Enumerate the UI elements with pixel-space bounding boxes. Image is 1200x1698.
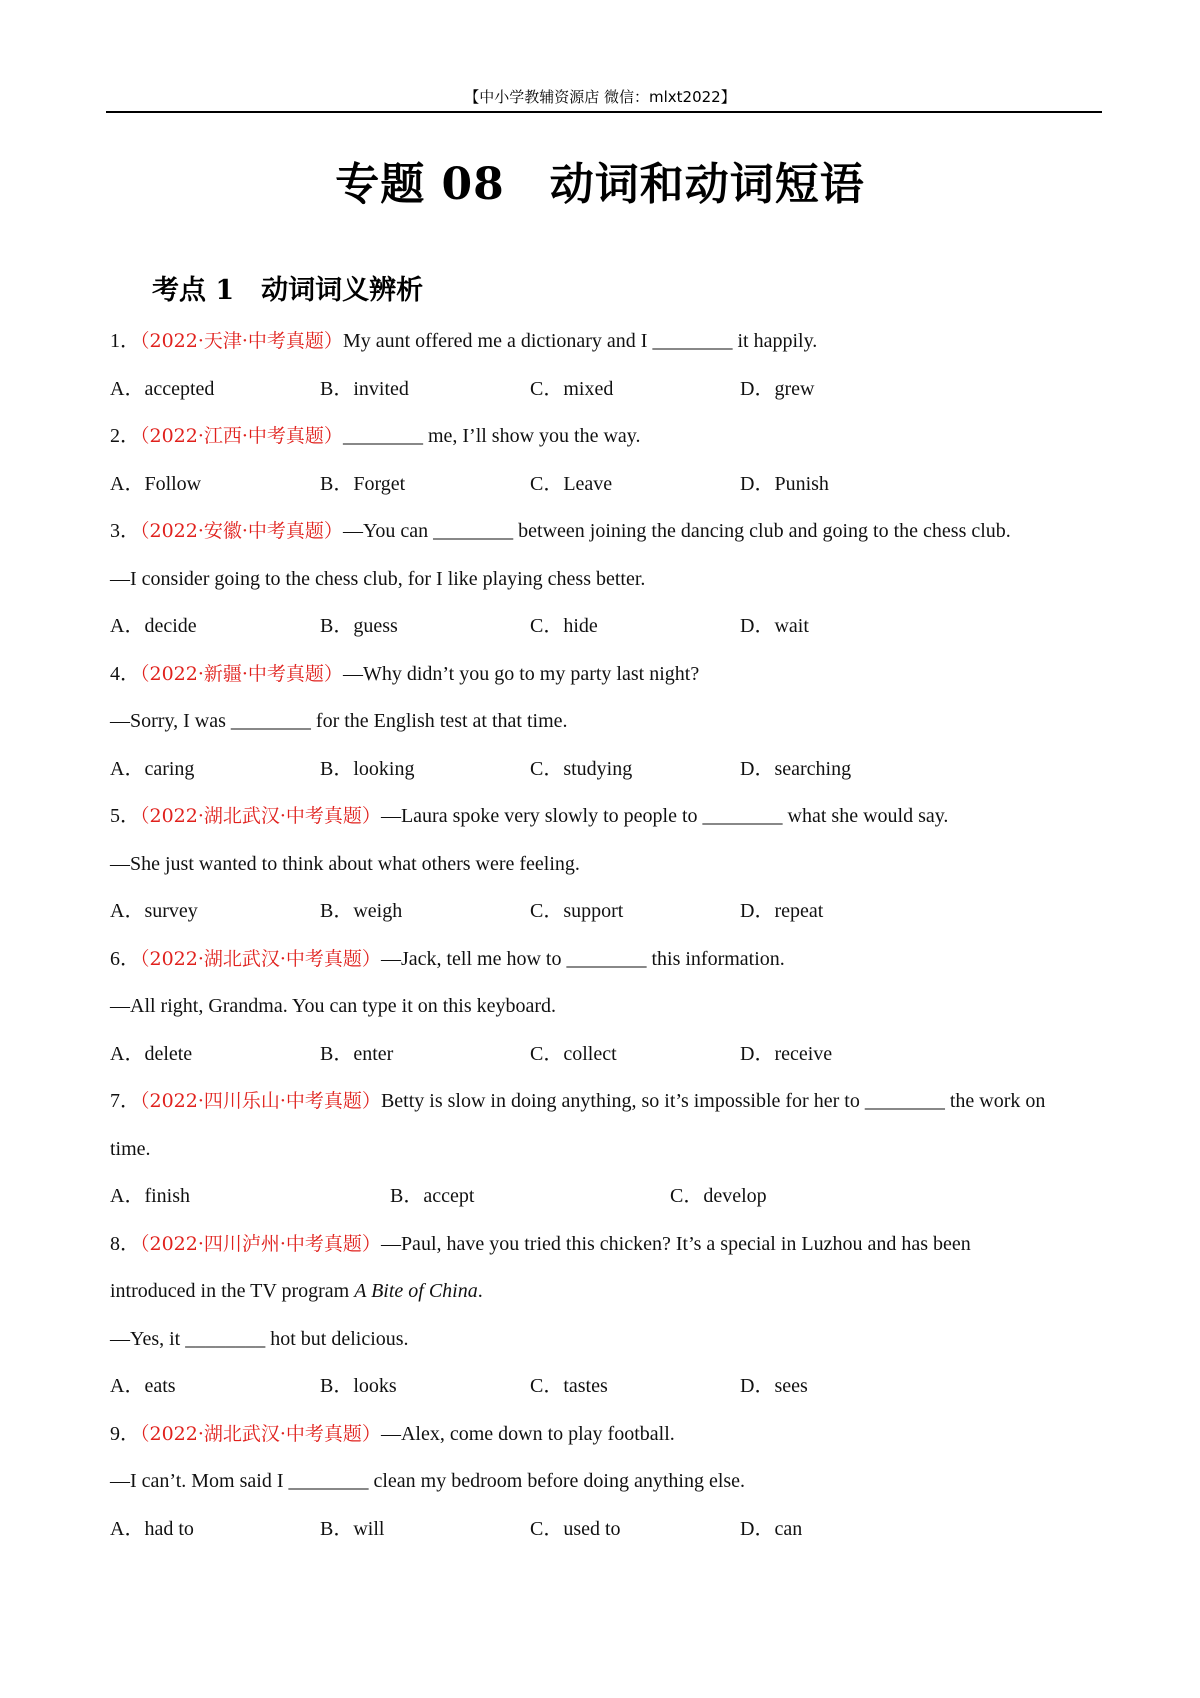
option-c: C．mixed (530, 377, 614, 400)
option-a: A．Follow (110, 472, 202, 495)
option-row (110, 1173, 1110, 1221)
section-title: 考点 1 动词词义辨析 (152, 275, 424, 306)
option-d: D．sees (740, 1375, 808, 1397)
question-stem (110, 936, 1110, 984)
question-number: 1． (110, 330, 140, 352)
question-source: （2022·湖北武汉·中考真题） (140, 805, 381, 827)
question-text: —Why didn’t you go to my party last night? (342, 662, 700, 685)
option-c: C．hide (530, 615, 598, 637)
option-a: A．had to (110, 1517, 194, 1540)
option-row (110, 1363, 1110, 1411)
question-text: —Laura spoke very slowly to people to ________ what she would say. (380, 805, 949, 827)
option-c: C．studying (530, 757, 633, 780)
question-source: （2022·湖北武汉·中考真题） (140, 947, 381, 970)
continuation-punct: . (477, 1280, 483, 1302)
option-d: D．Punish (740, 472, 829, 495)
option-b: B．Forget (320, 472, 406, 495)
option-a: A．eats (110, 1375, 176, 1397)
question-source: （2022·湖北武汉·中考真题） (140, 1422, 381, 1445)
option-c: C．used to (530, 1517, 621, 1540)
option-b: B．weigh (320, 900, 403, 922)
question-text: —Paul, have you tried this chicken? It’s a special in Luzhou and has been (380, 1232, 971, 1255)
question-continuation: —Yes, it ________ hot but delicious. (110, 1327, 409, 1350)
option-a: A．decide (110, 615, 197, 637)
question-text: ________ me, I’ll show you the way. (342, 425, 641, 447)
option-d: D．grew (740, 377, 815, 400)
option-b: B．enter (320, 1042, 394, 1065)
document-title: 专题 08 动词和动词短语 (335, 159, 865, 210)
question-number: 2． (110, 425, 140, 447)
question-stem (110, 508, 1110, 556)
option-row (110, 1506, 1110, 1554)
question-continuation: —I can’t. Mom said I ________ clean my bedroom before doing anything else. (110, 1470, 746, 1492)
option-b: B．will (320, 1517, 385, 1540)
question-stem (110, 793, 1110, 841)
question-number: 7． (110, 1090, 140, 1112)
question-number: 4． (110, 662, 140, 685)
header-rule (106, 111, 1102, 113)
question-source: （2022·四川泸州·中考真题） (140, 1232, 381, 1255)
option-a: A．delete (110, 1042, 193, 1065)
question-continuation: —Sorry, I was ________ for the English test at that time. (110, 710, 568, 732)
question-stem (110, 318, 1110, 366)
option-c: C．tastes (530, 1375, 608, 1397)
question-continuation (110, 1268, 1110, 1316)
question-text: —Alex, come down to play football. (380, 1422, 675, 1445)
question-source: （2022·天津·中考真题） (140, 330, 343, 352)
question-stem (110, 1411, 1110, 1459)
question-text: My aunt offered me a dictionary and I ________ it happily. (342, 330, 818, 352)
question-list (110, 318, 1110, 1553)
option-d: D．wait (740, 615, 809, 637)
option-row (110, 461, 1110, 509)
question-continuation: —She just wanted to think about what others were feeling. (110, 852, 580, 875)
option-row (110, 888, 1110, 936)
option-a: A．caring (110, 757, 195, 780)
question-stem (110, 1221, 1110, 1269)
continuation-text: introduced in the TV program (110, 1280, 355, 1302)
question-number: 6． (110, 947, 140, 970)
option-row (110, 1031, 1110, 1079)
option-d: D．repeat (740, 900, 824, 922)
question-number: 5． (110, 805, 140, 827)
option-d: D．can (740, 1517, 803, 1540)
question-number: 3． (110, 520, 140, 542)
program-title: A Bite of China (354, 1280, 478, 1302)
question-continuation: —All right, Grandma. You can type it on this keyboard. (110, 995, 557, 1017)
question-stem (110, 651, 1110, 699)
option-a: A．accepted (110, 377, 215, 400)
option-row (110, 746, 1110, 794)
question-number: 9． (110, 1422, 140, 1445)
question-text: —Jack, tell me how to ________ this information. (380, 947, 785, 970)
option-c: C．develop (670, 1185, 767, 1207)
question-number: 8． (110, 1232, 140, 1255)
question-stem (110, 1078, 1110, 1126)
option-c: C．Leave (530, 472, 613, 495)
question-source: （2022·新疆·中考真题） (140, 662, 343, 685)
option-b: B．accept (390, 1185, 475, 1207)
question-text: —You can ________ between joining the dancing club and going to the chess club. (342, 520, 1011, 542)
option-b: B．looking (320, 757, 415, 780)
question-stem (110, 413, 1110, 461)
option-d: D．searching (740, 757, 852, 780)
option-b: B．guess (320, 615, 398, 637)
option-d: D．receive (740, 1042, 833, 1065)
page-header: 【中小学教辅资源店 微信：mlxt2022】 (464, 88, 736, 106)
option-b: B．invited (320, 377, 409, 400)
option-a: A．finish (110, 1185, 190, 1207)
option-row (110, 366, 1110, 414)
question-continuation: time. (110, 1137, 151, 1160)
option-row (110, 603, 1110, 651)
question-continuation: —I consider going to the chess club, for I like playing chess better. (110, 567, 646, 590)
option-c: C．collect (530, 1042, 617, 1065)
option-c: C．support (530, 900, 624, 922)
question-source: （2022·江西·中考真题） (140, 425, 343, 447)
option-a: A．survey (110, 900, 198, 922)
question-text: Betty is slow in doing anything, so it’s impossible for her to ________ the work on (380, 1090, 1046, 1112)
question-source: （2022·安徽·中考真题） (140, 520, 343, 542)
option-b: B．looks (320, 1375, 397, 1397)
question-source: （2022·四川乐山·中考真题） (140, 1090, 381, 1112)
